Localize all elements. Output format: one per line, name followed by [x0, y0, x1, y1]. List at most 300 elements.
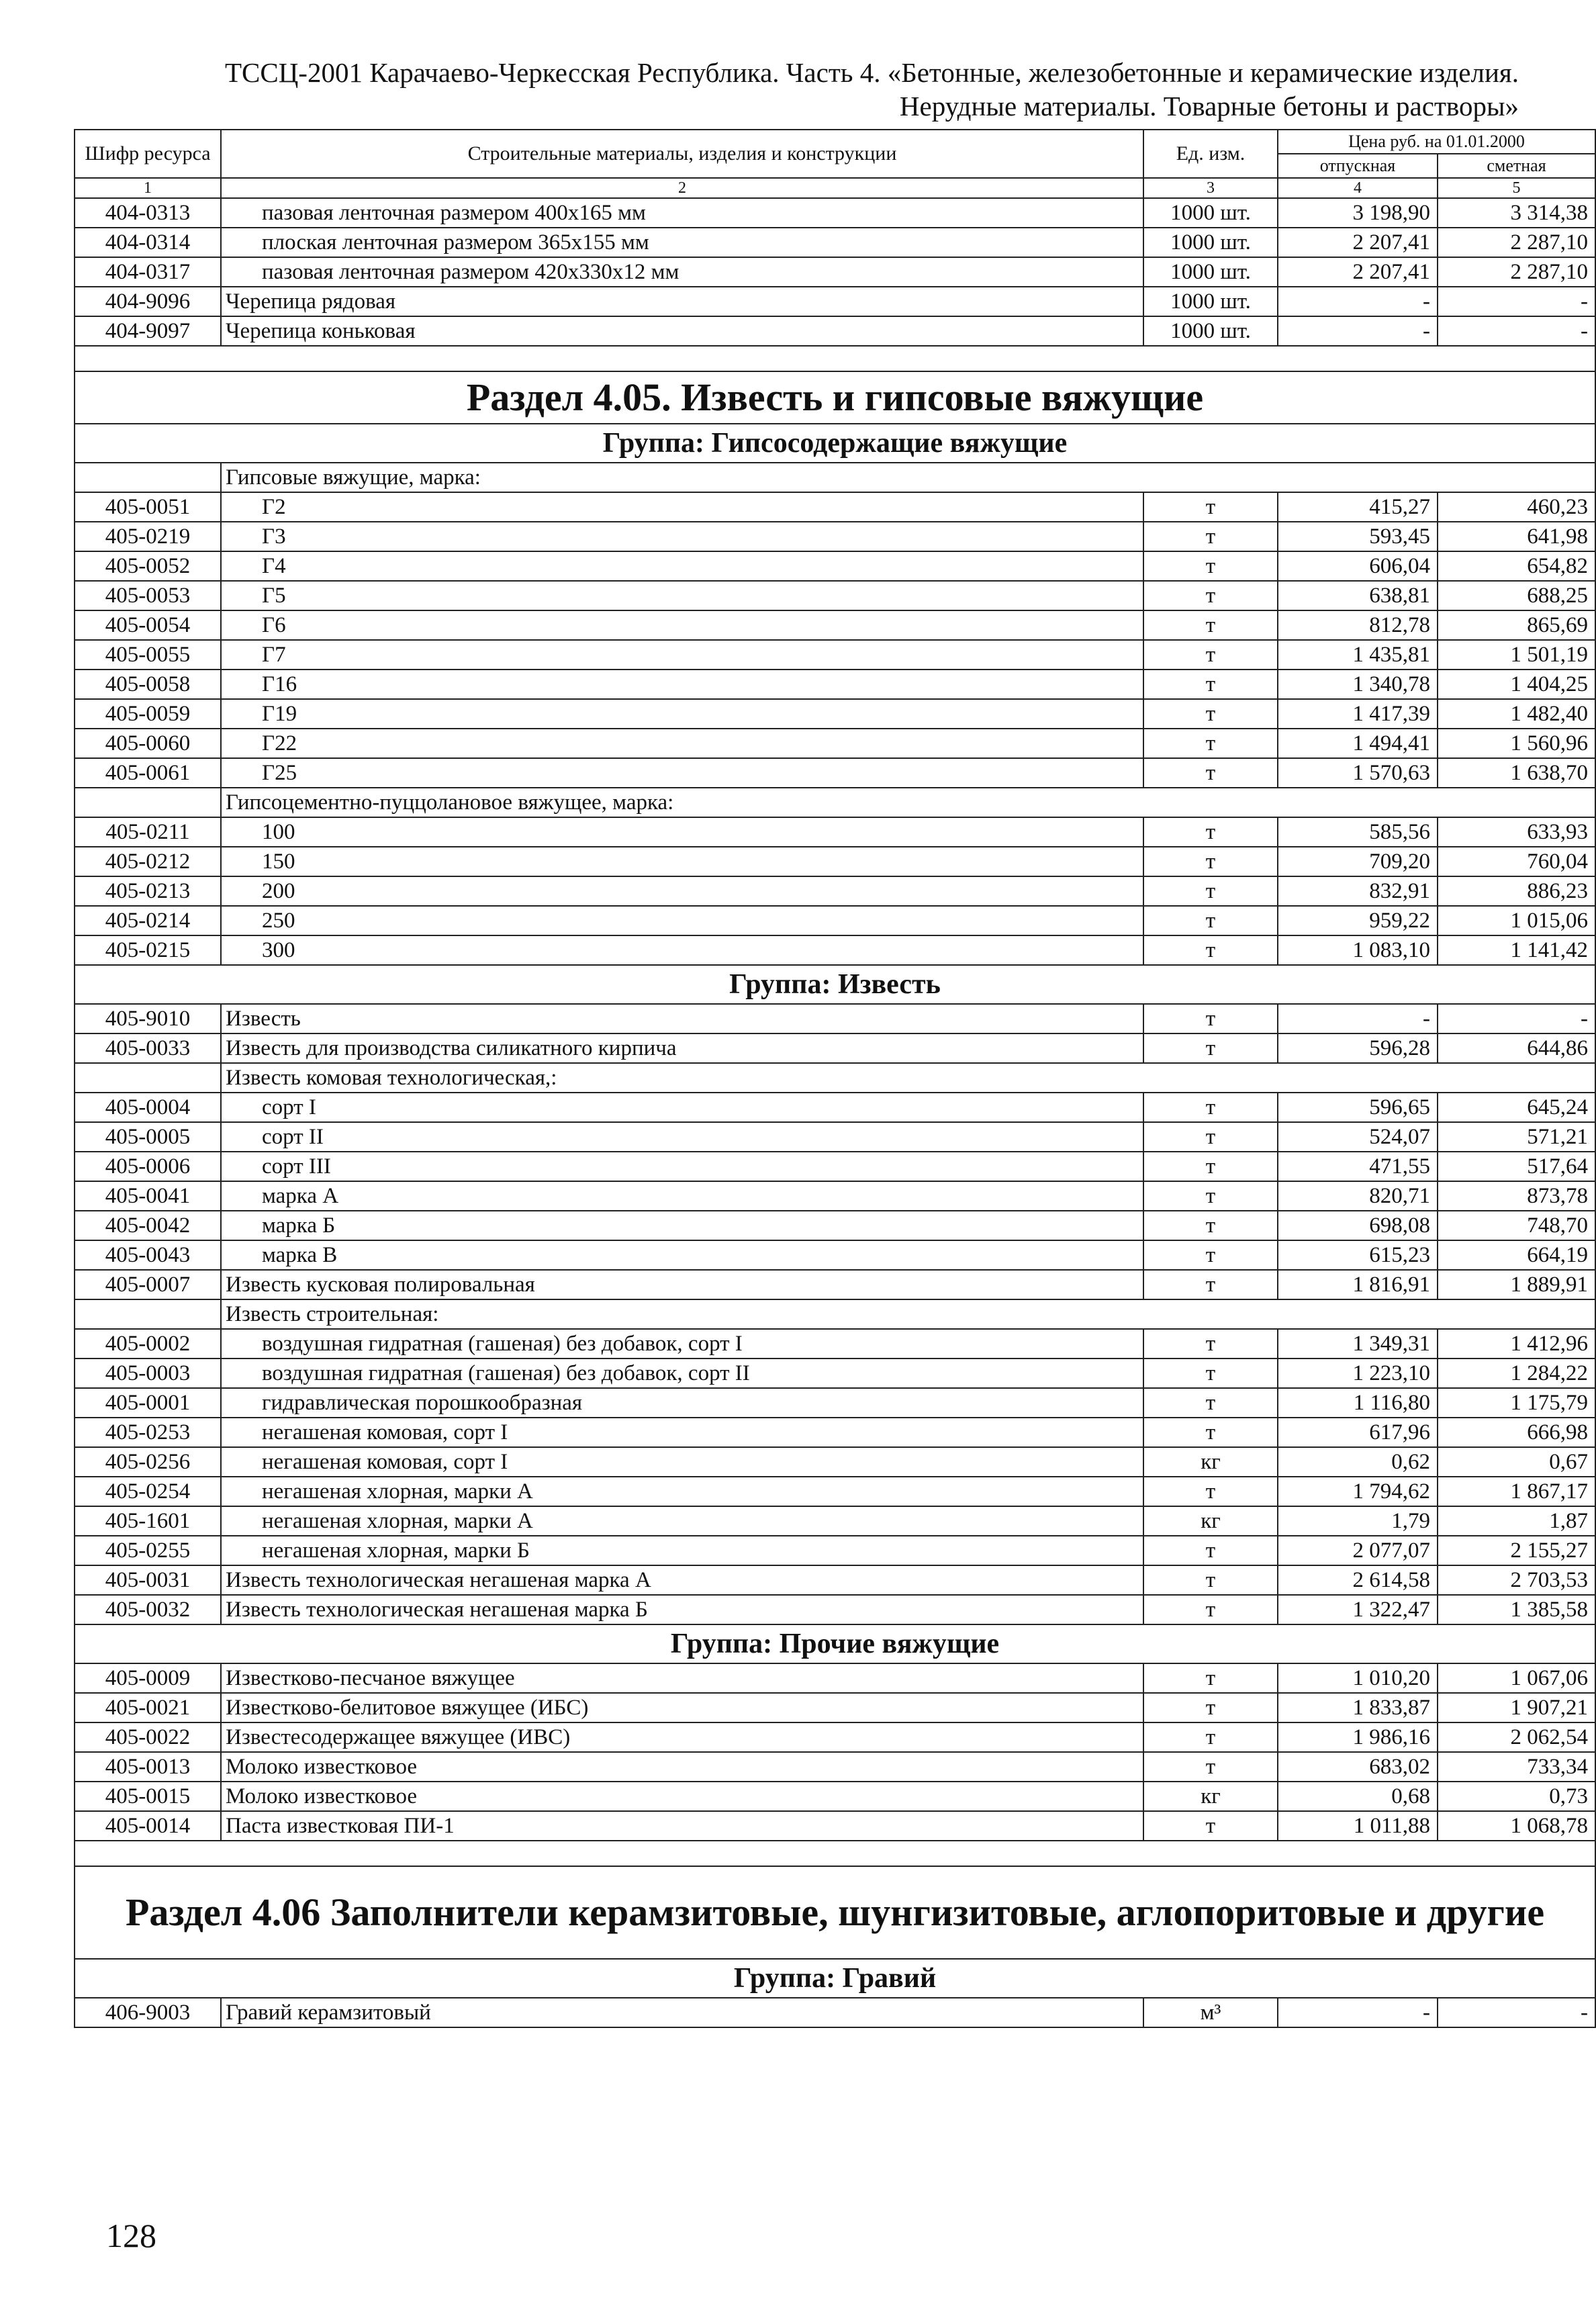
material-name: Г3 [221, 522, 1143, 551]
estimate-price: 654,82 [1438, 551, 1595, 581]
group-heading-row [75, 965, 1595, 1004]
material-name: Черепица рядовая [221, 287, 1143, 316]
release-price: 2 207,41 [1278, 257, 1438, 287]
material-name: Известь для производства силикатного кирпича [221, 1033, 1143, 1063]
estimate-price: 873,78 [1438, 1181, 1595, 1211]
resource-code: 405-0052 [75, 551, 221, 581]
resource-code: 405-0256 [75, 1447, 221, 1477]
release-price: 1 011,88 [1278, 1811, 1438, 1841]
release-price: 1 116,80 [1278, 1388, 1438, 1418]
resource-code: 405-0058 [75, 670, 221, 699]
unit-of-measure: т [1143, 1595, 1278, 1624]
material-name: плоская ленточная размером 365х155 мм [221, 228, 1143, 257]
release-price: 1 570,63 [1278, 758, 1438, 788]
resource-code: 405-0022 [75, 1722, 221, 1752]
estimate-price: 571,21 [1438, 1122, 1595, 1152]
material-name: 250 [221, 906, 1143, 935]
release-price: 596,28 [1278, 1033, 1438, 1063]
estimate-price: 1,87 [1438, 1506, 1595, 1536]
release-price: 471,55 [1278, 1152, 1438, 1181]
unit-of-measure: т [1143, 1477, 1278, 1506]
empty-cell [75, 788, 221, 817]
resource-code: 405-0032 [75, 1595, 221, 1624]
spacer-cell [75, 1841, 1595, 1866]
resource-code: 405-0031 [75, 1565, 221, 1595]
release-price: 0,62 [1278, 1447, 1438, 1477]
table-row [75, 1477, 1595, 1506]
resource-code: 406-9003 [75, 1998, 221, 2027]
column-number: 3 [1143, 178, 1278, 198]
material-name: 200 [221, 876, 1143, 906]
material-name: гидравлическая порошкообразная [221, 1388, 1143, 1418]
unit-of-measure: 1000 шт. [1143, 228, 1278, 257]
column-number: 4 [1278, 178, 1438, 198]
estimate-price: 641,98 [1438, 522, 1595, 551]
material-name: Г7 [221, 640, 1143, 670]
resource-code: 405-0060 [75, 729, 221, 758]
unit-of-measure: т [1143, 551, 1278, 581]
estimate-price: 644,86 [1438, 1033, 1595, 1063]
release-price: 1 223,10 [1278, 1359, 1438, 1388]
unit-of-measure: т [1143, 1004, 1278, 1033]
table-row [75, 1329, 1595, 1359]
material-name: Г22 [221, 729, 1143, 758]
estimate-price: 1 482,40 [1438, 699, 1595, 729]
header-estimate-price: сметная [1438, 154, 1595, 178]
unit-of-measure: т [1143, 1388, 1278, 1418]
material-name: Г5 [221, 581, 1143, 610]
resource-code: 405-0254 [75, 1477, 221, 1506]
table-row [75, 316, 1595, 346]
table-header-row [75, 130, 1595, 154]
estimate-price: 865,69 [1438, 610, 1595, 640]
resource-code: 405-0061 [75, 758, 221, 788]
subheading-text: Известь строительная: [221, 1299, 1595, 1329]
table-row [75, 847, 1595, 876]
estimate-price: 1 501,19 [1438, 640, 1595, 670]
resource-code: 405-1601 [75, 1506, 221, 1536]
resource-code: 405-9010 [75, 1004, 221, 1033]
table-row [75, 522, 1595, 551]
table-row [75, 1595, 1595, 1624]
table-row [75, 1565, 1595, 1595]
estimate-price: 748,70 [1438, 1211, 1595, 1240]
table-row [75, 1663, 1595, 1693]
resource-code: 405-0013 [75, 1752, 221, 1782]
estimate-price: 688,25 [1438, 581, 1595, 610]
table-row [75, 257, 1595, 287]
group-heading-row [75, 1959, 1595, 1998]
resource-code: 405-0002 [75, 1329, 221, 1359]
estimate-price: 2 287,10 [1438, 228, 1595, 257]
header-name: Строительные материалы, изделия и конструкции [221, 130, 1143, 178]
material-name: Известь [221, 1004, 1143, 1033]
table-row [75, 1211, 1595, 1240]
unit-of-measure: т [1143, 1752, 1278, 1782]
release-price: 812,78 [1278, 610, 1438, 640]
document-header-line2: Нерудные материалы. Товарные бетоны и растворы» [899, 91, 1519, 122]
section-heading-row [75, 371, 1595, 424]
release-price: - [1278, 287, 1438, 316]
resource-code: 405-0214 [75, 906, 221, 935]
material-name: пазовая ленточная размером 400х165 мм [221, 198, 1143, 228]
material-name: сорт III [221, 1152, 1143, 1181]
resource-code: 404-9097 [75, 316, 221, 346]
release-price: 415,27 [1278, 492, 1438, 522]
table-row [75, 1998, 1595, 2027]
material-name: негашеная комовая, сорт I [221, 1447, 1143, 1477]
release-price: 1 494,41 [1278, 729, 1438, 758]
release-price: 615,23 [1278, 1240, 1438, 1270]
resource-code: 405-0215 [75, 935, 221, 965]
resource-code: 405-0051 [75, 492, 221, 522]
section-heading: Раздел 4.06 Заполнители керамзитовые, шунгизитовые, аглопоритовые и другие [75, 1866, 1595, 1959]
material-name: Г2 [221, 492, 1143, 522]
unit-of-measure: т [1143, 1329, 1278, 1359]
release-price: 820,71 [1278, 1181, 1438, 1211]
unit-of-measure: т [1143, 729, 1278, 758]
resource-code: 405-0042 [75, 1211, 221, 1240]
release-price: 596,65 [1278, 1093, 1438, 1122]
unit-of-measure: т [1143, 670, 1278, 699]
unit-of-measure: т [1143, 847, 1278, 876]
table-row [75, 492, 1595, 522]
group-heading-row [75, 1624, 1595, 1663]
resource-code: 405-0212 [75, 847, 221, 876]
unit-of-measure: 1000 шт. [1143, 257, 1278, 287]
estimate-price: 1 404,25 [1438, 670, 1595, 699]
resource-code: 404-0313 [75, 198, 221, 228]
empty-cell [75, 1299, 221, 1329]
spacer-cell [75, 346, 1595, 371]
group-heading: Группа: Известь [75, 965, 1595, 1004]
release-price: 959,22 [1278, 906, 1438, 935]
unit-of-measure: т [1143, 906, 1278, 935]
price-table [74, 129, 1596, 2028]
unit-of-measure: т [1143, 1693, 1278, 1722]
group-heading: Группа: Гипсосодержащие вяжущие [75, 424, 1595, 463]
table-row [75, 287, 1595, 316]
release-price: 1 986,16 [1278, 1722, 1438, 1752]
table-row [75, 1782, 1595, 1811]
release-price: 1 340,78 [1278, 670, 1438, 699]
estimate-price: - [1438, 1004, 1595, 1033]
release-price: 1 816,91 [1278, 1270, 1438, 1299]
page-number: 128 [106, 2217, 156, 2254]
material-name: негашеная хлорная, марки А [221, 1506, 1143, 1536]
column-number-row [75, 178, 1595, 198]
material-name: Известь технологическая негашеная марка Б [221, 1595, 1143, 1624]
resource-code: 405-0059 [75, 699, 221, 729]
estimate-price: 460,23 [1438, 492, 1595, 522]
release-price: 1 010,20 [1278, 1663, 1438, 1693]
column-number: 5 [1438, 178, 1595, 198]
unit-of-measure: м³ [1143, 1998, 1278, 2027]
material-name: сорт II [221, 1122, 1143, 1152]
table-row [75, 670, 1595, 699]
resource-code: 405-0015 [75, 1782, 221, 1811]
release-price: 585,56 [1278, 817, 1438, 847]
unit-of-measure: т [1143, 1152, 1278, 1181]
unit-of-measure: т [1143, 1033, 1278, 1063]
material-name: марка А [221, 1181, 1143, 1211]
table-row [75, 817, 1595, 847]
table-row [75, 581, 1595, 610]
material-name: Известесодержащее вяжущее (ИВС) [221, 1722, 1143, 1752]
release-price: 1 083,10 [1278, 935, 1438, 965]
material-name: Черепица коньковая [221, 316, 1143, 346]
release-price: 593,45 [1278, 522, 1438, 551]
resource-code: 405-0055 [75, 640, 221, 670]
material-name: Молоко известковое [221, 1782, 1143, 1811]
header-release-price: отпускная [1278, 154, 1438, 178]
subheading-row [75, 788, 1595, 817]
unit-of-measure: т [1143, 581, 1278, 610]
release-price: 1 322,47 [1278, 1595, 1438, 1624]
release-price: 617,96 [1278, 1418, 1438, 1447]
material-name: Г25 [221, 758, 1143, 788]
estimate-price: 1 867,17 [1438, 1477, 1595, 1506]
table-row [75, 699, 1595, 729]
material-name: пазовая ленточная размером 420х330х12 мм [221, 257, 1143, 287]
estimate-price: 1 067,06 [1438, 1663, 1595, 1693]
subheading-row [75, 1063, 1595, 1093]
unit-of-measure: т [1143, 1811, 1278, 1841]
table-row [75, 1447, 1595, 1477]
table-row [75, 551, 1595, 581]
section-heading: Раздел 4.05. Известь и гипсовые вяжущие [75, 371, 1595, 424]
material-name: Г6 [221, 610, 1143, 640]
resource-code: 405-0009 [75, 1663, 221, 1693]
unit-of-measure: 1000 шт. [1143, 316, 1278, 346]
estimate-price: 2 287,10 [1438, 257, 1595, 287]
table-row [75, 640, 1595, 670]
estimate-price: 1 385,58 [1438, 1595, 1595, 1624]
unit-of-measure: т [1143, 1722, 1278, 1752]
unit-of-measure: 1000 шт. [1143, 198, 1278, 228]
table-row [75, 228, 1595, 257]
estimate-price: 1 068,78 [1438, 1811, 1595, 1841]
resource-code: 405-0219 [75, 522, 221, 551]
resource-code: 405-0006 [75, 1152, 221, 1181]
release-price: 1 349,31 [1278, 1329, 1438, 1359]
estimate-price: - [1438, 1998, 1595, 2027]
estimate-price: 517,64 [1438, 1152, 1595, 1181]
table-row [75, 935, 1595, 965]
resource-code: 405-0005 [75, 1122, 221, 1152]
estimate-price: 2 062,54 [1438, 1722, 1595, 1752]
material-name: 300 [221, 935, 1143, 965]
release-price: 832,91 [1278, 876, 1438, 906]
release-price: 2 077,07 [1278, 1536, 1438, 1565]
estimate-price: 1 889,91 [1438, 1270, 1595, 1299]
estimate-price: 760,04 [1438, 847, 1595, 876]
material-name: Гравий керамзитовый [221, 1998, 1143, 2027]
table-row [75, 1152, 1595, 1181]
estimate-price: - [1438, 287, 1595, 316]
table-row [75, 1418, 1595, 1447]
subheading-text: Гипсовые вяжущие, марка: [221, 463, 1595, 492]
estimate-price: 1 638,70 [1438, 758, 1595, 788]
column-number: 1 [75, 178, 221, 198]
section-heading-row [75, 1866, 1595, 1959]
material-name: негашеная хлорная, марки А [221, 1477, 1143, 1506]
resource-code: 405-0253 [75, 1418, 221, 1447]
release-price: 3 198,90 [1278, 198, 1438, 228]
unit-of-measure: т [1143, 1663, 1278, 1693]
table-row [75, 1388, 1595, 1418]
table-row [75, 1359, 1595, 1388]
group-heading: Группа: Прочие вяжущие [75, 1624, 1595, 1663]
table-row [75, 1536, 1595, 1565]
subheading-row [75, 1299, 1595, 1329]
unit-of-measure: т [1143, 522, 1278, 551]
release-price: 1 833,87 [1278, 1693, 1438, 1722]
table-row [75, 198, 1595, 228]
release-price: 606,04 [1278, 551, 1438, 581]
table-row [75, 1693, 1595, 1722]
release-price: 1 794,62 [1278, 1477, 1438, 1506]
resource-code: 405-0003 [75, 1359, 221, 1388]
release-price: 1,79 [1278, 1506, 1438, 1536]
subheading-row [75, 463, 1595, 492]
table-row [75, 1033, 1595, 1063]
resource-code: 405-0043 [75, 1240, 221, 1270]
estimate-price: 1 907,21 [1438, 1693, 1595, 1722]
material-name: Паста известковая ПИ-1 [221, 1811, 1143, 1841]
unit-of-measure: т [1143, 1565, 1278, 1595]
estimate-price: 645,24 [1438, 1093, 1595, 1122]
empty-cell [75, 1063, 221, 1093]
material-name: 150 [221, 847, 1143, 876]
resource-code: 405-0007 [75, 1270, 221, 1299]
estimate-price: - [1438, 316, 1595, 346]
resource-code: 405-0004 [75, 1093, 221, 1122]
release-price: 698,08 [1278, 1211, 1438, 1240]
resource-code: 405-0213 [75, 876, 221, 906]
estimate-price: 0,73 [1438, 1782, 1595, 1811]
release-price: 1 417,39 [1278, 699, 1438, 729]
estimate-price: 2 703,53 [1438, 1565, 1595, 1595]
release-price: - [1278, 1004, 1438, 1033]
unit-of-measure: т [1143, 1093, 1278, 1122]
material-name: сорт I [221, 1093, 1143, 1122]
release-price: 2 614,58 [1278, 1565, 1438, 1595]
table-row [75, 1506, 1595, 1536]
resource-code: 405-0014 [75, 1811, 221, 1841]
resource-code: 405-0033 [75, 1033, 221, 1063]
resource-code: 404-9096 [75, 287, 221, 316]
material-name: воздушная гидратная (гашеная) без добавок, сорт II [221, 1359, 1143, 1388]
unit-of-measure: т [1143, 758, 1278, 788]
material-name: Известь кусковая полировальная [221, 1270, 1143, 1299]
spacer-row [75, 1841, 1595, 1866]
material-name: Г4 [221, 551, 1143, 581]
subheading-text: Известь комовая технологическая,: [221, 1063, 1595, 1093]
table-row [75, 1240, 1595, 1270]
unit-of-measure: т [1143, 935, 1278, 965]
table-row [75, 729, 1595, 758]
material-name: 100 [221, 817, 1143, 847]
resource-code: 405-0255 [75, 1536, 221, 1565]
resource-code: 404-0317 [75, 257, 221, 287]
table-row [75, 1752, 1595, 1782]
table-row [75, 1811, 1595, 1841]
resource-code: 405-0211 [75, 817, 221, 847]
document-header-line1: ТССЦ-2001 Карачаево-Черкесская Республика. Часть 4. «Бетонные, железобетонные и керамические изделия. [224, 57, 1519, 88]
header-unit: Ед. изм. [1143, 130, 1278, 178]
estimate-price: 1 015,06 [1438, 906, 1595, 935]
estimate-price: 664,19 [1438, 1240, 1595, 1270]
group-heading: Группа: Гравий [75, 1959, 1595, 1998]
group-heading-row [75, 424, 1595, 463]
resource-code: 405-0021 [75, 1693, 221, 1722]
release-price: - [1278, 316, 1438, 346]
material-name: воздушная гидратная (гашеная) без добавок, сорт I [221, 1329, 1143, 1359]
material-name: марка В [221, 1240, 1143, 1270]
material-name: марка Б [221, 1211, 1143, 1240]
estimate-price: 633,93 [1438, 817, 1595, 847]
estimate-price: 666,98 [1438, 1418, 1595, 1447]
estimate-price: 2 155,27 [1438, 1536, 1595, 1565]
empty-cell [75, 463, 221, 492]
estimate-price: 1 560,96 [1438, 729, 1595, 758]
unit-of-measure: т [1143, 610, 1278, 640]
release-price: 709,20 [1278, 847, 1438, 876]
unit-of-measure: т [1143, 1122, 1278, 1152]
unit-of-measure: т [1143, 1211, 1278, 1240]
unit-of-measure: т [1143, 1181, 1278, 1211]
unit-of-measure: кг [1143, 1782, 1278, 1811]
table-row [75, 1722, 1595, 1752]
resource-code: 404-0314 [75, 228, 221, 257]
material-name: Молоко известковое [221, 1752, 1143, 1782]
material-name: негашеная комовая, сорт I [221, 1418, 1143, 1447]
price-table-body [75, 130, 1595, 2027]
estimate-price: 1 175,79 [1438, 1388, 1595, 1418]
resource-code: 405-0054 [75, 610, 221, 640]
table-row [75, 1004, 1595, 1033]
unit-of-measure: т [1143, 817, 1278, 847]
estimate-price: 1 284,22 [1438, 1359, 1595, 1388]
material-name: Г16 [221, 670, 1143, 699]
estimate-price: 1 412,96 [1438, 1329, 1595, 1359]
spacer-row [75, 346, 1595, 371]
table-row [75, 906, 1595, 935]
subheading-text: Гипсоцементно-пуццолановое вяжущее, марка: [221, 788, 1595, 817]
material-name: Известь технологическая негашеная марка А [221, 1565, 1143, 1595]
table-row [75, 758, 1595, 788]
estimate-price: 3 314,38 [1438, 198, 1595, 228]
resource-code: 405-0053 [75, 581, 221, 610]
estimate-price: 0,67 [1438, 1447, 1595, 1477]
unit-of-measure: т [1143, 1240, 1278, 1270]
table-row [75, 610, 1595, 640]
table-row [75, 1270, 1595, 1299]
estimate-price: 886,23 [1438, 876, 1595, 906]
release-price: - [1278, 1998, 1438, 2027]
column-number: 2 [221, 178, 1143, 198]
unit-of-measure: т [1143, 699, 1278, 729]
table-row [75, 876, 1595, 906]
material-name: Известково-песчаное вяжущее [221, 1663, 1143, 1693]
material-name: негашеная хлорная, марки Б [221, 1536, 1143, 1565]
release-price: 2 207,41 [1278, 228, 1438, 257]
material-name: Г19 [221, 699, 1143, 729]
release-price: 638,81 [1278, 581, 1438, 610]
unit-of-measure: т [1143, 876, 1278, 906]
resource-code: 405-0041 [75, 1181, 221, 1211]
